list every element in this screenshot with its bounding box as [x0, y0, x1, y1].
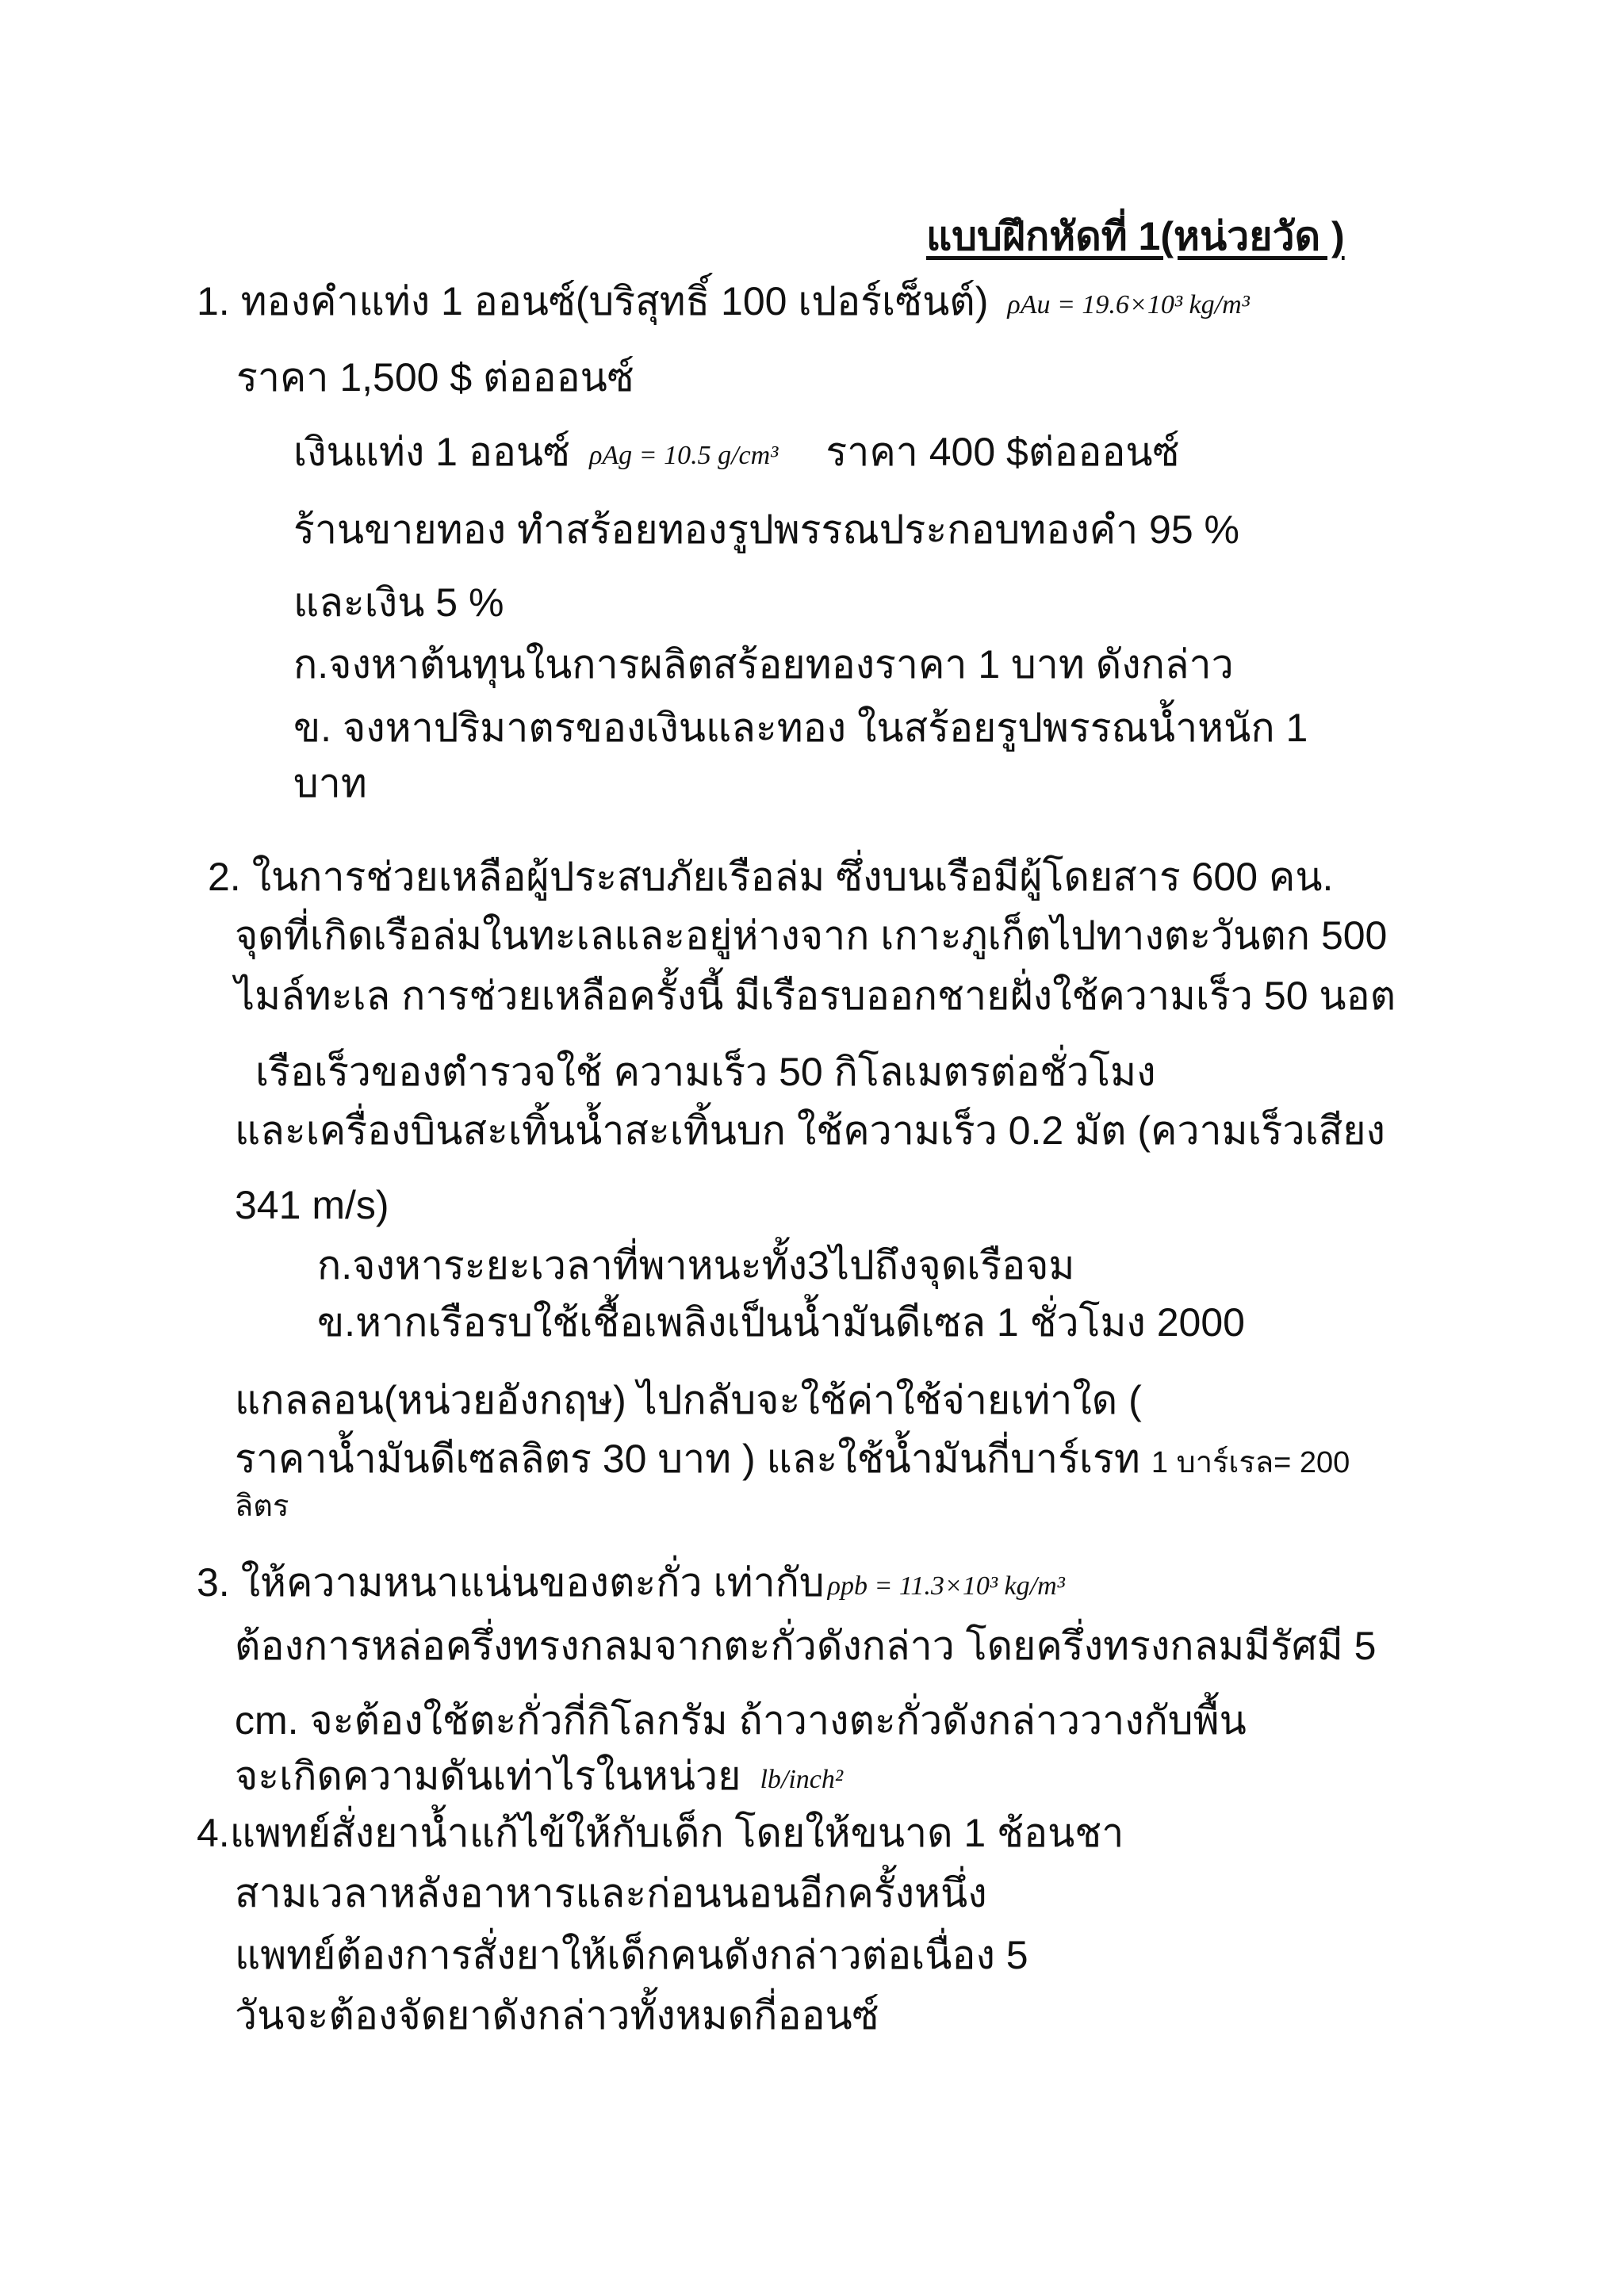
q3-text-1: 3. ให้ความหนาแน่นของตะกั่ว เท่ากับ — [197, 1560, 825, 1605]
q1-line-3 — [293, 428, 1180, 480]
q2-line-9: แกลลอน(หน่วยอังกฤษ) ไปกลับจะใช้ค่าใช้จ่ายเท่าใด ( — [235, 1378, 1142, 1422]
q1-text-1: 1. ทองคำแท่ง 1 ออนซ์(บริสุทธิ์ 100 เปอร์เซ็นต์) — [197, 279, 989, 323]
q2-line-5: และเครื่องบินสะเทิ้นน้ำสะเทิ้นบก ใช้ความเร็ว 0.2 มัต (ความเร็วเสียง — [235, 1108, 1385, 1153]
q2-line-11: ลิตร — [235, 1490, 289, 1523]
q2-line-3: ไมล์ทะเล การช่วยเหลือครั้งนี้ มีเรือรบออกชายฝั่งใช้ความเร็ว 50 นอต — [235, 974, 1396, 1018]
q2-part-a: ก.จงหาระยะเวลาที่พาหนะทั้ง3ไปถึงจุดเรือจม — [317, 1243, 1075, 1288]
q4-line-3: แพทย์ต้องการสั่งยาให้เด็กคนดังกล่าวต่อเนื่อง 5 — [235, 1933, 1028, 1977]
q1-line-1 — [197, 277, 1250, 329]
q1-part-a: ก.จงหาต้นทุนในการผลิตสร้อยทองราคา 1 บาท ดังกล่าว — [293, 642, 1234, 687]
q3-line-2: ต้องการหล่อครึ่งทรงกลมจากตะกั่วดังกล่าว โดยครึ่งทรงกลมมีรัศมี 5 — [235, 1624, 1377, 1668]
q4-line-1: 4.แพทย์สั่งยาน้ำแก้ไข้ให้กับเด็ก โดยให้ขนาด 1 ช้อนชา — [197, 1811, 1124, 1855]
q2-diesel-price: ราคาน้ำมันดีเซลลิตร 30 บาท ) และใช้น้ำมันกี่บาร์เรท — [235, 1437, 1140, 1481]
q2-line-6: 341 m/s) — [235, 1183, 389, 1227]
silver-price-text: ราคา 400 $ต่อออนซ์ — [825, 430, 1180, 474]
gold-density-formula: ρAu = 19.6×10³ kg/m³ — [1007, 290, 1250, 320]
q1-part-b: ข. จงหาปริมาตรของเงินและทอง ในสร้อยรูปพรรณน้ำหนัก 1 — [293, 706, 1308, 750]
q1-line-5: และเงิน 5 % — [293, 580, 504, 625]
q3-line-3: cm. จะต้องใช้ตะกั่วกี่กิโลกรัม ถ้าวางตะกั่วดังกล่าววางกับพื้น — [235, 1698, 1247, 1743]
q1-line-2: ราคา 1,500 $ ต่อออนซ์ — [236, 355, 634, 400]
lead-density-formula: ρpb = 11.3×10³ kg/m³ — [827, 1571, 1065, 1601]
q2-line-4: เรือเร็วของตำรวจใช้ ความเร็ว 50 กิโลเมตรต่อชั่วโมง — [255, 1050, 1156, 1094]
q2-line-10 — [235, 1435, 1350, 1487]
q1-line-4: ร้านขายทอง ทำสร้อยทองรูปพรรณประกอบทองคำ 95 % — [293, 507, 1240, 552]
exercise-title: แบบฝึกหัดที่ 1(หน่วยวัด ) — [926, 214, 1345, 258]
q2-line-2: จุดที่เกิดเรือล่มในทะเลและอยู่ห่างจาก เกาะภูเก็ตไปทางตะวันตก 500 — [235, 913, 1388, 958]
q3-line-1 — [197, 1559, 1065, 1610]
q1-part-b-cont: บาท — [293, 761, 367, 806]
pressure-unit-formula: lb/inch² — [760, 1765, 844, 1794]
q4-line-2: สามเวลาหลังอาหารและก่อนนอนอีกครั้งหนึ่ง — [235, 1871, 987, 1915]
silver-bar-text: เงินแท่ง 1 ออนซ์ — [293, 430, 571, 474]
q2-line-1: 2. ในการช่วยเหลือผู้ประสบภัยเรือล่ม ซึ่งบนเรือมีผู้โดยสาร 600 คน. — [208, 855, 1334, 899]
q4-line-4: วันจะต้องจัดยาดังกล่าวทั้งหมดกี่ออนซ์ — [235, 1993, 879, 2038]
barrel-conversion-note: 1 บาร์เรล= 200 — [1151, 1446, 1350, 1479]
q3-line-4 — [235, 1752, 843, 1804]
q3-text-4: จะเกิดความดันเท่าไรในหน่วย — [235, 1754, 741, 1798]
q2-part-b: ข.หากเรือรบใช้เชื้อเพลิงเป็นน้ำมันดีเซล 1 ชั่วโมง 2000 — [317, 1300, 1245, 1345]
silver-density-formula: ρAg = 10.5 g/cm³ — [589, 441, 779, 470]
